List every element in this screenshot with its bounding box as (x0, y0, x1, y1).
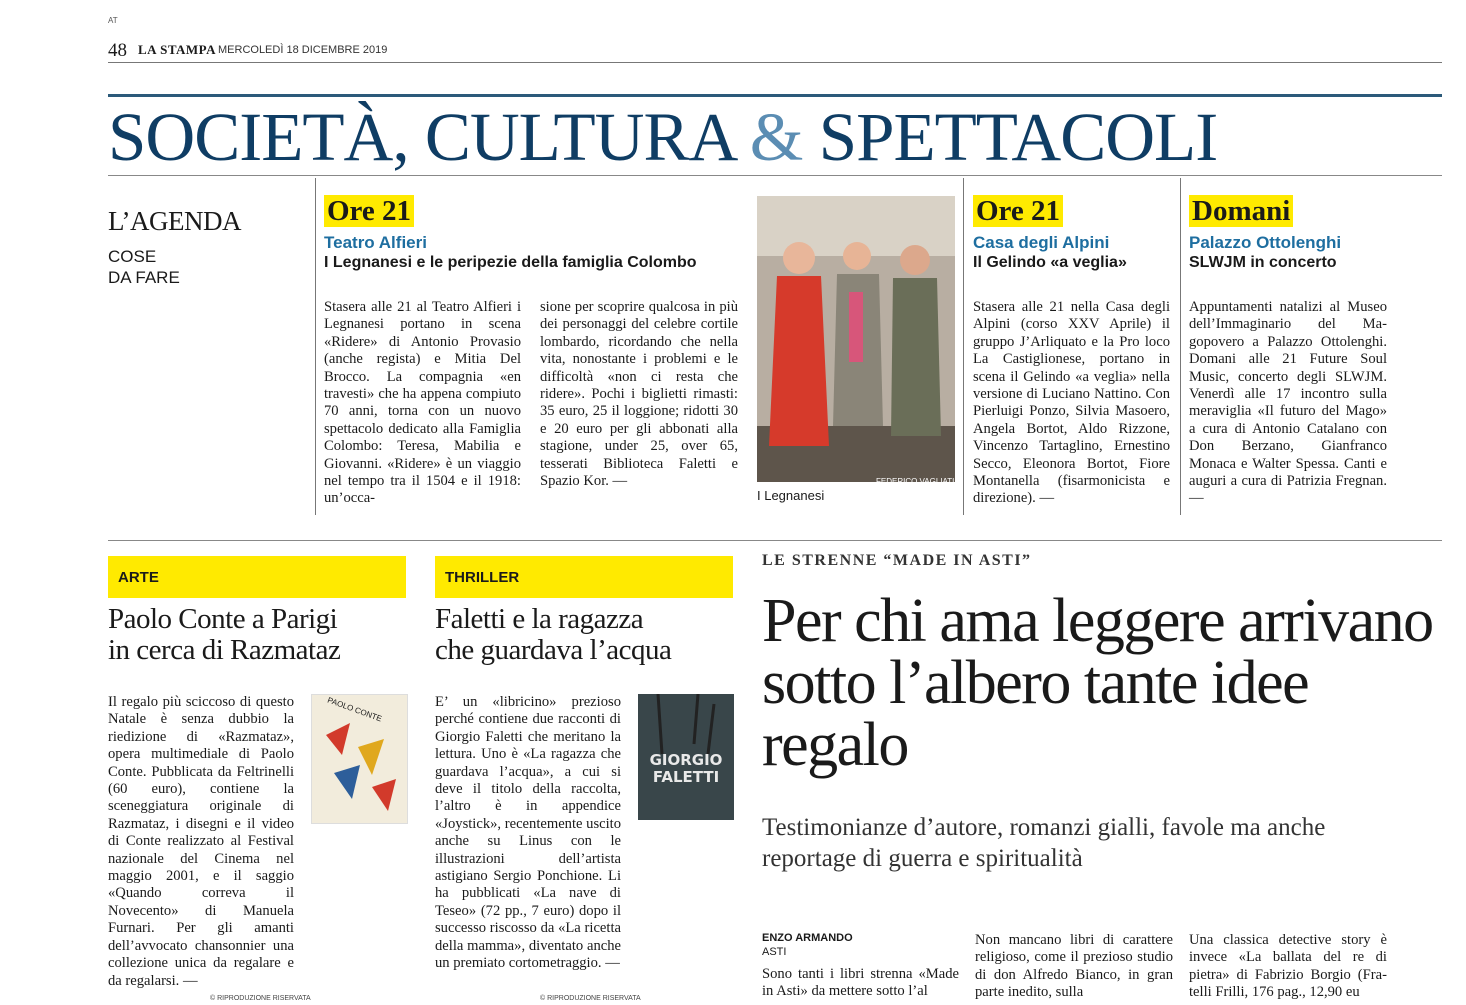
lead-standfirst: Testimonianze d’autore, romanzi gialli, favole ma anche reportage di guerra e spiritualità (762, 814, 1326, 872)
lead-headline: Per chi ama leggere arrivano sotto l’albero tante idee regalo (762, 587, 1433, 779)
column-divider (963, 178, 964, 515)
lead-body-col1: Sono tanti i libri strenna «Made in Asti» da mettere sotto l’al (762, 966, 959, 1000)
column-divider (1180, 178, 1181, 515)
razmataz-book-cover (311, 694, 408, 824)
section-title-part2: SPETTACOLI (802, 99, 1218, 175)
thriller-title (435, 604, 735, 666)
section-rule (108, 94, 1442, 97)
thriller-label: THRILLER (435, 556, 733, 598)
arte-title (108, 604, 408, 666)
lead-body-col2: Non mancano libri di carattere religioso, come il prezioso studio di don Alfredo Bianco, in gran parte inedito, sulla (975, 932, 1173, 1001)
arte-label: ARTE (108, 556, 406, 598)
razmataz-book-text: PAOLO CONTE (326, 695, 384, 724)
event1-subtitle: I Legnanesi e le peripezie della famiglia Colombo (324, 254, 697, 271)
header-rule (108, 62, 1442, 63)
event1-body-col2: sione per scoprire qualcosa in più dei personaggi del celebre cortile lombardo, ricordando che nella vita, nonostante i problemi e le difficoltà «non ci resta che ridere». Pochi i biglietti rimasti: 35 euro, 25 il loggione; ridotti 30 e 20 euro per gli abbonati alla stagione, under 25, over 65, tesserati Biblioteca Faletti e Spazio Kor. — (540, 299, 738, 490)
legnanesi-photo-illustration (757, 196, 955, 482)
agenda-sub-line2: DA FARE (108, 268, 180, 287)
event3-body: Appuntamenti natalizi al Museo dell’Immaginario del Magopovero a Palazzo Ottolenghi. Domani alle 21 Future Soul Music, concerto degli SLWJM. Venerdì alle 17 incontro sulla meraviglia «Il futuro del Mago» a cura di Antonio Catalano con Don Berzano, Gianfranco Monaca e Walter Spessa. Canti e auguri a cura di Patrizia Fregnan. — (1189, 299, 1387, 507)
event2-subtitle: Il Gelindo «a veglia» (973, 254, 1127, 271)
agenda-sub-line1: COSE (108, 247, 157, 266)
photo-credit: FEDERICO VAGLIATI (876, 477, 955, 486)
event2-body: Stasera alle 21 nella Casa degli Alpini (corso XXV Aprile) il gruppo J’Arliquato e la Pro loco La Castiglionese, portano in scena il Gelindo «a veglia» nella versione di Luciano Nattino. Con Pierluigi Ponzo, Silvia Masoero, Angela Bortot, Aldo Rizzone, Vincenzo Tartaglino, Ernestino Secco, Eleonora Bortot, Fiore Montanella (fisarmonicista e direzione). — (973, 299, 1170, 507)
section-underline (108, 175, 1442, 176)
event1-time: Ore 21 (324, 196, 414, 226)
lead-body-col3: Una classica detective story è invece «La ballata del re di pietra» di Fabrizio Borgio (Fratelli Frilli, 176 pag., 12,90 eu (1189, 932, 1387, 1001)
thriller-title-line1: Faletti e la ragazza (435, 603, 644, 635)
masthead: LA STAMPA (138, 42, 217, 57)
agenda-title: L’AGENDA (108, 206, 241, 236)
legnanesi-photo (757, 196, 955, 482)
middle-rule (108, 540, 1442, 541)
section-title-part1: SOCIETÀ, CULTURA (108, 99, 750, 175)
thriller-copyright: © RIPRODUZIONE RISERVATA (540, 995, 641, 1002)
event3-time: Domani (1189, 196, 1293, 226)
column-divider (315, 178, 316, 515)
thriller-title-line2: che guardava l’acqua (435, 634, 672, 666)
lead-kicker: LE STRENNE “MADE IN ASTI” (762, 552, 1032, 569)
agenda-subtitle (108, 246, 228, 288)
arte-title-line1: Paolo Conte a Parigi (108, 603, 338, 635)
section-title (108, 98, 1217, 177)
lead-city: ASTI (762, 946, 787, 958)
event3-subtitle: SLWJM in concerto (1189, 254, 1337, 271)
page-number: 48 (108, 40, 127, 61)
lead-author: ENZO ARMANDO (762, 932, 853, 944)
event2-time: Ore 21 (973, 196, 1063, 226)
event1-body-col1: Stasera alle 21 al Teatro Alfieri i Legnanesi portano in scena «Ridere» di Antonio Provasio (anche regista) e Mitia Del Brocco. La compagnia «en travesti» che ha appena compiuto 70 anni, torna con un nuovo spettacolo dedicato alla Famiglia Colombo: Teresa, Mabilia e Giovanni. «Ridere» è un viaggio nel tempo tra il 1504 e il 1918: un’occa- (324, 299, 521, 507)
event3-venue: Palazzo Ottolenghi (1189, 233, 1342, 252)
page-tag: AT (108, 16, 118, 25)
issue-date: MERCOLEDÌ 18 DICEMBRE 2019 (218, 44, 388, 56)
arte-body: Il regalo più sciccoso di questo Natale è senza dubbio la riedizione di «Razmataz», opera multimediale di Paolo Conte. Pubblicata da Feltrinelli (60 euro), contiene la sceneggiatura originale di Razmataz, i disegni e il video di Conte realizzato al Festival nazionale del Cinema nel maggio 2001, e il saggio «Quando correva il Novecento» di Manuela Furnari. Per gli amanti dell’avvocato chansonnier una collezione unica da regalare e da regalarsi. — (108, 694, 294, 989)
section-title-ampersand: & (749, 99, 803, 175)
arte-title-line2: in cerca di Razmataz (108, 634, 341, 666)
thriller-body: E’ un «libricino» prezioso perché contiene due racconti di Giorgio Faletti che meritano la lettura. Uno è «La ragazza che guardava l’acqua», a cui si deve il titolo della raccolta, l’altro è in appendice «Joystick», recentemente uscito anche su Linus con le illustrazioni dell’artista astigiano Sergio Ponchione. Li ha pubblicati «La nave di Teseo» (72 pp., 7 euro) dopo il successo riscosso da «La ricetta della mamma», diventato anche un premiato cortometraggio. — (435, 694, 622, 972)
arte-copyright: © RIPRODUZIONE RISERVATA (210, 995, 311, 1002)
event1-venue: Teatro Alfieri (324, 233, 427, 252)
event2-venue: Casa degli Alpini (973, 233, 1110, 252)
faletti-book-title: GIORGIO FALETTI (649, 751, 723, 786)
photo-caption: I Legnanesi (757, 488, 825, 503)
faletti-book-cover (638, 694, 734, 820)
